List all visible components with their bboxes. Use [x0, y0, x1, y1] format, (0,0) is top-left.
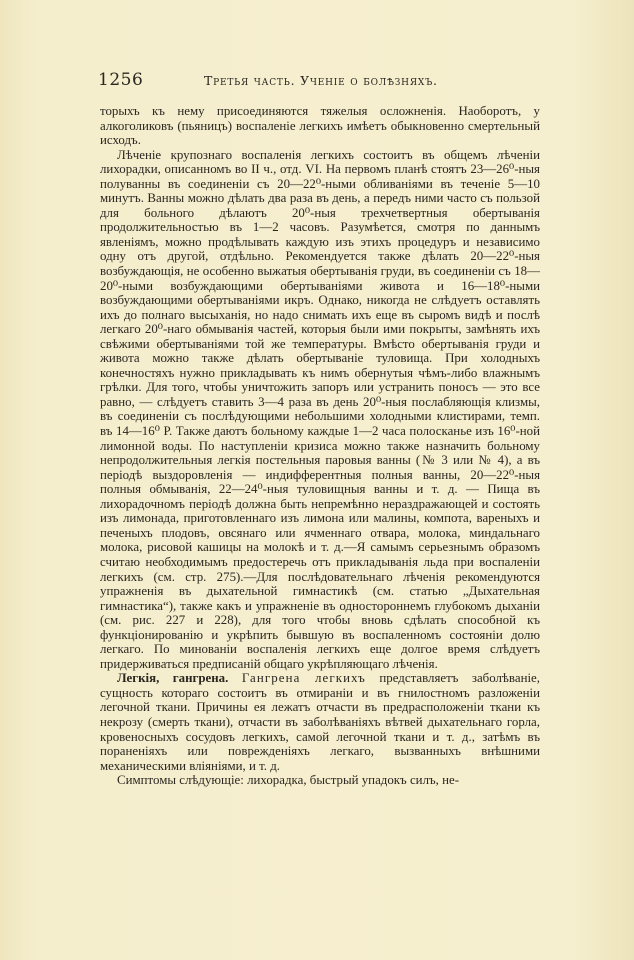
paragraph-symptoms: Симптомы слѣдующiе: лихорадка, быстрый упадокъ силъ, не- — [117, 773, 460, 788]
page-header — [98, 70, 548, 90]
paragraph-gangrene-text: представляетъ заболѣванiе, сущность котораго состоитъ въ отмиранiи и въ гнилостномъ разложенiи легочной ткани. Причины ея лежатъ отчасти въ предрасположенiи ткани къ некрозу (смерть ткани), отчасти въ заболѣванiяхъ вѣтвей дыхательнаго горла, кровеносныхъ сосудовъ легкихъ, самой легочной ткани и т. д., затѣмъ въ пораненiяхъ или поврежденiяхъ легкаго, вызванныхъ внѣшними механическими влiянiями, и т. д. — [100, 671, 540, 773]
spaced-term: Гангрена легкихъ — [241, 671, 366, 686]
paragraph-gangrene — [100, 671, 540, 773]
main-text — [100, 104, 540, 788]
paragraph-continuation: торыхъ къ нему присоединяются тяжелыя осложненiя. Наоборотъ, у алкоголиковъ (пьяницъ) воспаленiе легкихъ имѣетъ обыкновенно смертельный исходъ. — [100, 104, 540, 148]
paragraph-treatment: Лѣченiе крупознаго воспаленiя легкихъ состоитъ въ общемъ лѣченiи лихорадки, описанномъ во II ч., отд. VI. На первомъ планѣ стоятъ 23—26⁰-ныя полуванны въ соединенiи съ 20—22⁰-ными обливанiями въ теченiе 5—10 минутъ. Ванны можно дѣлать два раза въ день, а передъ ними часто съ пользой для больного дѣлаютъ 20⁰-ныя трехчетвертныя обертыванiя продолжительностью въ 1—2 часовъ. Разумѣется, смотря по даннымъ явленiямъ, можно продѣлывать каждую изъ этихъ процедуръ и независимо одну отъ другой, отдѣльно. Рекомендуется также дѣлать 20—22⁰-ныя возбуждающiя, не особенно выжатыя обертыванiя груди, въ соединенiи съ 18—20⁰-ными возбуждающими обертыванiями живота и 16—18⁰-ными возбуждающими обертыванiями икръ. Однако, никогда не слѣдуетъ оставлять ихъ до полнаго высыханiя, но надо снимать ихъ еще въ сыромъ видѣ и послѣ легкаго 20⁰-наго обмыванiя частей, которыя были ими покрыты, замѣнять ихъ свѣжими обертыванiями той же температуры. Вмѣсто обертыванiя груди и живота можно также дѣлать обертыванiе туловища. При холодныхъ конечностяхъ нужно прикладывать къ нимъ обернутыя чѣмъ-либо влажнымъ грѣлки. Для того, чтобы уничтожить запоръ или устранить поносъ — это все равно, — слѣдуетъ ставить 3—4 раза въ день 20⁰-ныя послабляющiя клизмы, въ соединенiи съ послѣдующими небольшими холодными клистирами, темп. въ 14—16⁰ Р. Также даютъ больному каждые 1—2 часа полосканье изъ 16⁰-ной лимонной воды. По наступленiи кризиса можно также назначить больному непродолжительныя легкiя постельныя паровыя ванны (№ 3 или № 4), а въ перiодѣ выздоровленiя — индифферентныя полныя ванны, 20—22⁰-ныя полныя обмыванiя, 22—24⁰-ныя туловищныя ванны и т. д. — Пища въ лихорадочномъ перiодѣ должна быть непремѣнно нераздражающей и состоять изъ лимонада, приготовленнаго изъ лимона или малины, компота, вареныхъ и печеныхъ плодовъ, овсянаго или ячменнаго отвара, молока, миндальнаго молока, рисовой кашицы на молокѣ и т. д.—Я самымъ серьезнымъ образомъ считаю необходимымъ предостеречь отъ прикладыванiя льда при воспаленiи легкихъ (см. стр. 275).—Для послѣдовательнаго лѣченiя рекомендуются упражненiя въ дыхательной гимнастикѣ (см. статью „Дыхательная гимнастика“), также какъ и упражненiе въ одностороннемъ глубокомъ дыханiи (см. рис. 227 и 228), для того чтобы вновь сдѣлать способной къ функцiонированiю и укрѣпить бывшую въ воспаленномъ состоянiи долю легкаго. По минованiи воспаленiя легкихъ еще долгое время слѣдуетъ придерживаться предписанiй общаго укрѣпляющаго лѣченiя. — [100, 147, 540, 671]
section-title: Легкiя, гангрена. — [117, 671, 229, 686]
page-number: 1256 — [98, 70, 144, 90]
running-title: Третья часть. Ученiе о болѣзняхъ. — [204, 73, 438, 88]
